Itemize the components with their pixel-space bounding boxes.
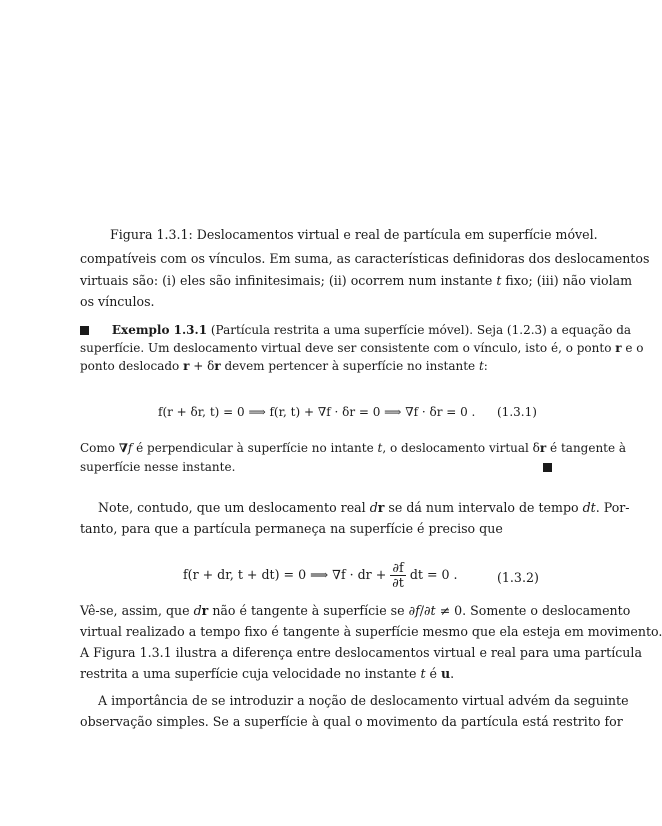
after-eq1-line2: superfície nesse instante.: [80, 460, 236, 474]
para4-line2: observação simples. Se a superfície à qual o movimento da partícula está restrito for: [80, 714, 623, 729]
equation-1-3-2: f(r + dr, t + dt) = 0 ⟹ ∇f · dr + $\frac{\partial f}{\partial t}$ dt = 0 .: [183, 560, 458, 590]
example-line2: superfície. Um deslocamento virtual deve ser consistente com o vínculo, isto é, o ponto r e o: [80, 341, 644, 355]
partial-fraction: $\frac{\partial f}{\partial t}$: [392, 560, 404, 590]
after-eq1-line1: Como ∇f é perpendicular à superfície no intante t, o deslocamento virtual δr é tangente à: [80, 441, 627, 455]
equation-1-3-1: f(r + δr, t) = 0 ⟹ f(r, t) + ∇f · δr = 0 ⟹ ∇f · δr = 0 .: [158, 405, 476, 419]
para2-line2: tanto, para que a partícula permaneça na superfície é preciso que: [80, 521, 503, 536]
para4-line1: A importância de se introduzir a noção de deslocamento virtual advém da seguinte: [98, 693, 629, 708]
para3-line2: virtual realizado a tempo fixo é tangente à superfície mesmo que ela esteja em movimento.: [80, 624, 662, 639]
para1-line3: os vínculos.: [80, 294, 155, 309]
equation-number-1-3-1: (1.3.1): [497, 405, 537, 419]
example-start-square-icon: [80, 326, 89, 335]
example-title: Exemplo 1.3.1: [111, 323, 208, 337]
figure-caption: Figura 1.3.1: Deslocamentos virtual e real de partícula em superfície móvel.: [110, 227, 598, 242]
qed-square-icon: [543, 463, 552, 472]
example-line1: Exemplo 1.3.1 (Partícula restrita a uma superfície móvel). Seja (1.2.3) a equação da: [80, 322, 558, 338]
example-line3: ponto deslocado r + δr devem pertencer à superfície no instante t:: [80, 359, 488, 373]
equation-number-1-3-2: (1.3.2): [497, 570, 539, 585]
para2-line1: Note, contudo, que um deslocamento real dr se dá num intervalo de tempo dt. Por-: [98, 500, 630, 515]
para3-line1: Vê-se, assim, que dr não é tangente à superfície se ∂f/∂t ≠ 0. Somente o deslocamento: [80, 603, 631, 618]
para3-line3: A Figura 1.3.1 ilustra a diferença entre deslocamentos virtual e real para uma partícula: [80, 645, 642, 660]
para3-line4: restrita a uma superfície cuja velocidade no instante t é u.: [80, 666, 455, 681]
para1-line1: compatíveis com os vínculos. Em suma, as características definidoras dos deslocamentos: [80, 251, 650, 266]
para1-line2: virtuais são: (i) eles são infinitesimais; (ii) ocorrem num instante t fixo; (iii) não violam: [80, 273, 633, 288]
